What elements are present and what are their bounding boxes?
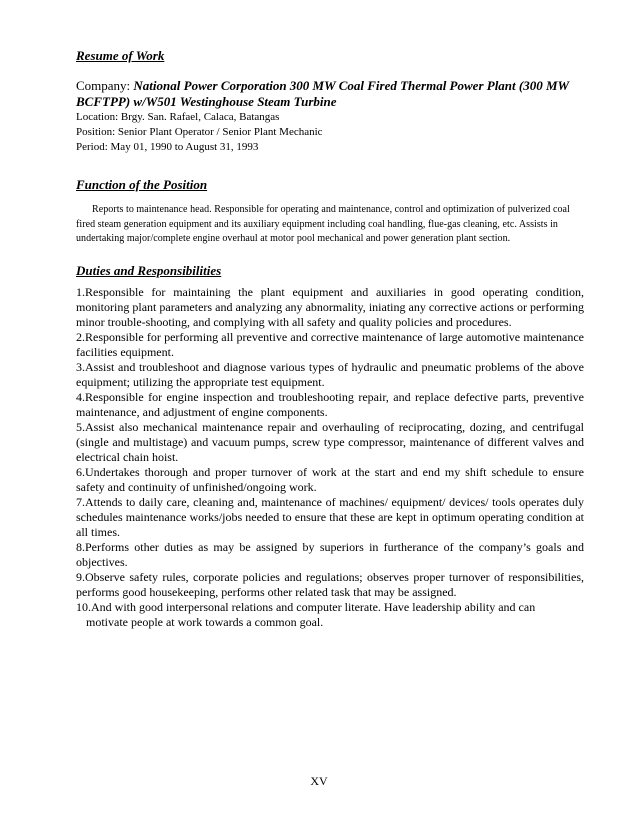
- duty-item: 8.Performs other duties as may be assigned by superiors in furtherance of the company’s goals and objectives.: [76, 539, 584, 569]
- function-text-block: [76, 203, 584, 247]
- function-heading: Function of the Position: [76, 177, 208, 192]
- resume-heading: Resume of Work: [76, 48, 165, 63]
- resume-page: [76, 48, 584, 630]
- duties-heading: Duties and Responsibilities: [76, 262, 222, 278]
- position-line: Position: Senior Plant Operator / Senior Plant Mechanic: [76, 126, 323, 138]
- function-text: Reports to maintenance head. Responsible for operating and maintenance, control and optimization of pulverized coal fired steam generation equipment and its auxiliary equipment including coal handling, flue-gas cleaning, etc. Assists in undertaking major/complete engine overhaul at motor pool mechanical and power generation plant section.: [76, 204, 570, 244]
- period-line: Period: May 01, 1990 to August 31, 1993: [76, 141, 259, 153]
- duty-10-second-line: motivate people at work towards a common goal.: [86, 614, 324, 629]
- duty-item: 9.Observe safety rules, corporate policies and regulations; observes proper turnover of responsibilities, performs good housekeeping, performs other related task that may be assigned.: [76, 569, 584, 599]
- duty-item: 3.Assist and troubleshoot and diagnose various types of hydraulic and pneumatic problems of the above equipment; utilizing the appropriate test equipment.: [76, 359, 584, 389]
- duties-list: [76, 285, 584, 630]
- duty-item: 6.Undertakes thorough and proper turnover of work at the start and end my shift schedule to ensure safety and continuity of unfinished/ongoing work.: [76, 464, 584, 494]
- duty-item: 4.Responsible for engine inspection and troubleshooting repair, and replace defective parts, preventive maintenance, and adjustment of engine components.: [76, 389, 584, 419]
- location-line: Location: Brgy. San. Rafael, Calaca, Batangas: [76, 111, 280, 123]
- company-line: [76, 78, 584, 110]
- duty-item: 2.Responsible for performing all preventive and corrective maintenance of large automotive maintenance facilities equipment.: [76, 329, 584, 359]
- duty-item: 7.Attends to daily care, cleaning and, maintenance of machines/ equipment/ devices/ tools operates duly schedules maintenance works/jobs needed to ensure that these are kept in optimum operating condition at all times.: [76, 494, 584, 539]
- duty-item: 5.Assist also mechanical maintenance repair and overhauling of reciprocating, dozing, and centrifugal (single and multistage) and vacuum pumps, screw type compressor, maintenance of different valves and electrical chain hoist.: [76, 419, 584, 464]
- page-number: XV: [310, 774, 328, 788]
- company-label: Company:: [76, 78, 131, 93]
- company-name: National Power Corporation 300 MW Coal Fired Thermal Power Plant (300 MW BCFTPP) w/W501 Westinghouse Steam Turbine: [76, 78, 569, 109]
- duty-item: 1.Responsible for maintaining the plant equipment and auxiliaries in good operating condition, monitoring plant parameters and analyzing any abnormality, iniating any corrective actions or performing minor trouble-shooting, and complying with all safety and quality policies and procedures.: [76, 284, 584, 329]
- duty-item-10: [76, 600, 584, 630]
- duty-10-first-line: 10.And with good interpersonal relations and computer literate. Have leadership ability and can: [76, 599, 536, 614]
